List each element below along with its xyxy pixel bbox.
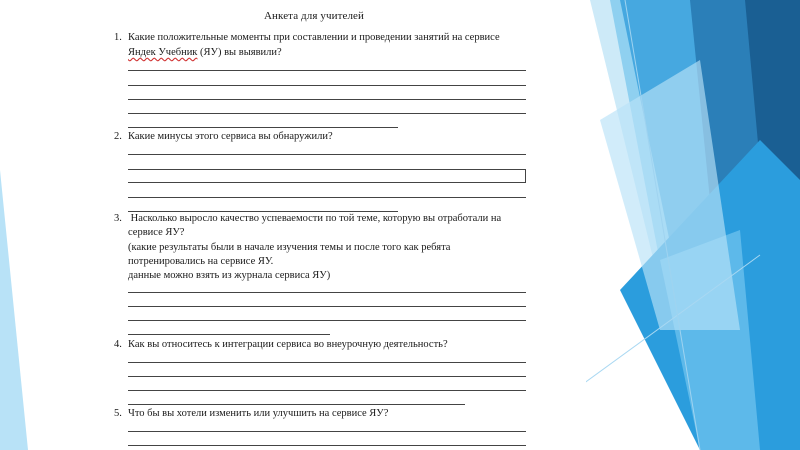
question-4 [114,337,448,352]
answer-line[interactable] [128,390,526,391]
answer-line[interactable] [128,154,526,155]
answer-line[interactable] [128,292,526,293]
question-number: 4. [114,339,122,350]
yandex-uchebnik-term: Яндек Учебник [128,47,198,58]
question-2 [114,129,333,144]
answer-line[interactable] [128,431,526,432]
question-5 [114,406,388,421]
answer-line[interactable] [128,70,526,71]
question-number: 1. [114,32,122,43]
question-text: Насколько выросло качество успеваемости по той теме, которую вы отработали на [128,213,502,224]
question-text-rest: (ЯУ) вы выявили? [197,47,282,58]
question-text: Какие положительные моменты при составлении и проведении занятий на сервисе [128,32,500,43]
question-3-line-4: потренировались на сервисе ЯУ. [128,256,274,267]
answer-line[interactable] [128,169,526,170]
answer-line[interactable] [128,197,526,198]
question-1-line-2 [128,45,282,60]
answer-line[interactable] [128,182,526,183]
question-number: 3. [114,213,122,224]
answer-line[interactable] [128,362,526,363]
question-text: Что бы вы хотели изменить или улучшить на сервисе ЯУ? [128,408,389,419]
answer-line[interactable] [128,320,526,321]
answer-line[interactable] [128,376,526,377]
question-text: Как вы относитесь к интеграции сервиса во внеурочную деятельность? [128,339,448,350]
question-3-line-5: данные можно взять из журнала сервиса ЯУ) [128,270,331,281]
answer-line[interactable] [128,404,465,405]
answer-line[interactable] [128,99,526,100]
question-1 [114,30,500,45]
answer-box-edge [525,170,526,182]
question-3-line-3: (какие результаты были в начале изучения темы и после того как ребята [128,242,451,253]
answer-line[interactable] [128,85,526,86]
question-number: 2. [114,131,122,142]
answer-line[interactable] [128,306,526,307]
form-title: Анкета для учителей [264,10,365,22]
question-3-line-2: сервисе ЯУ? [128,227,185,238]
answer-line[interactable] [128,127,398,128]
question-number: 5. [114,408,122,419]
question-3 [114,211,501,226]
answer-line[interactable] [128,113,526,114]
answer-line[interactable] [128,445,526,446]
question-text: Какие минусы этого сервиса вы обнаружили? [128,131,333,142]
answer-line[interactable] [128,334,330,335]
